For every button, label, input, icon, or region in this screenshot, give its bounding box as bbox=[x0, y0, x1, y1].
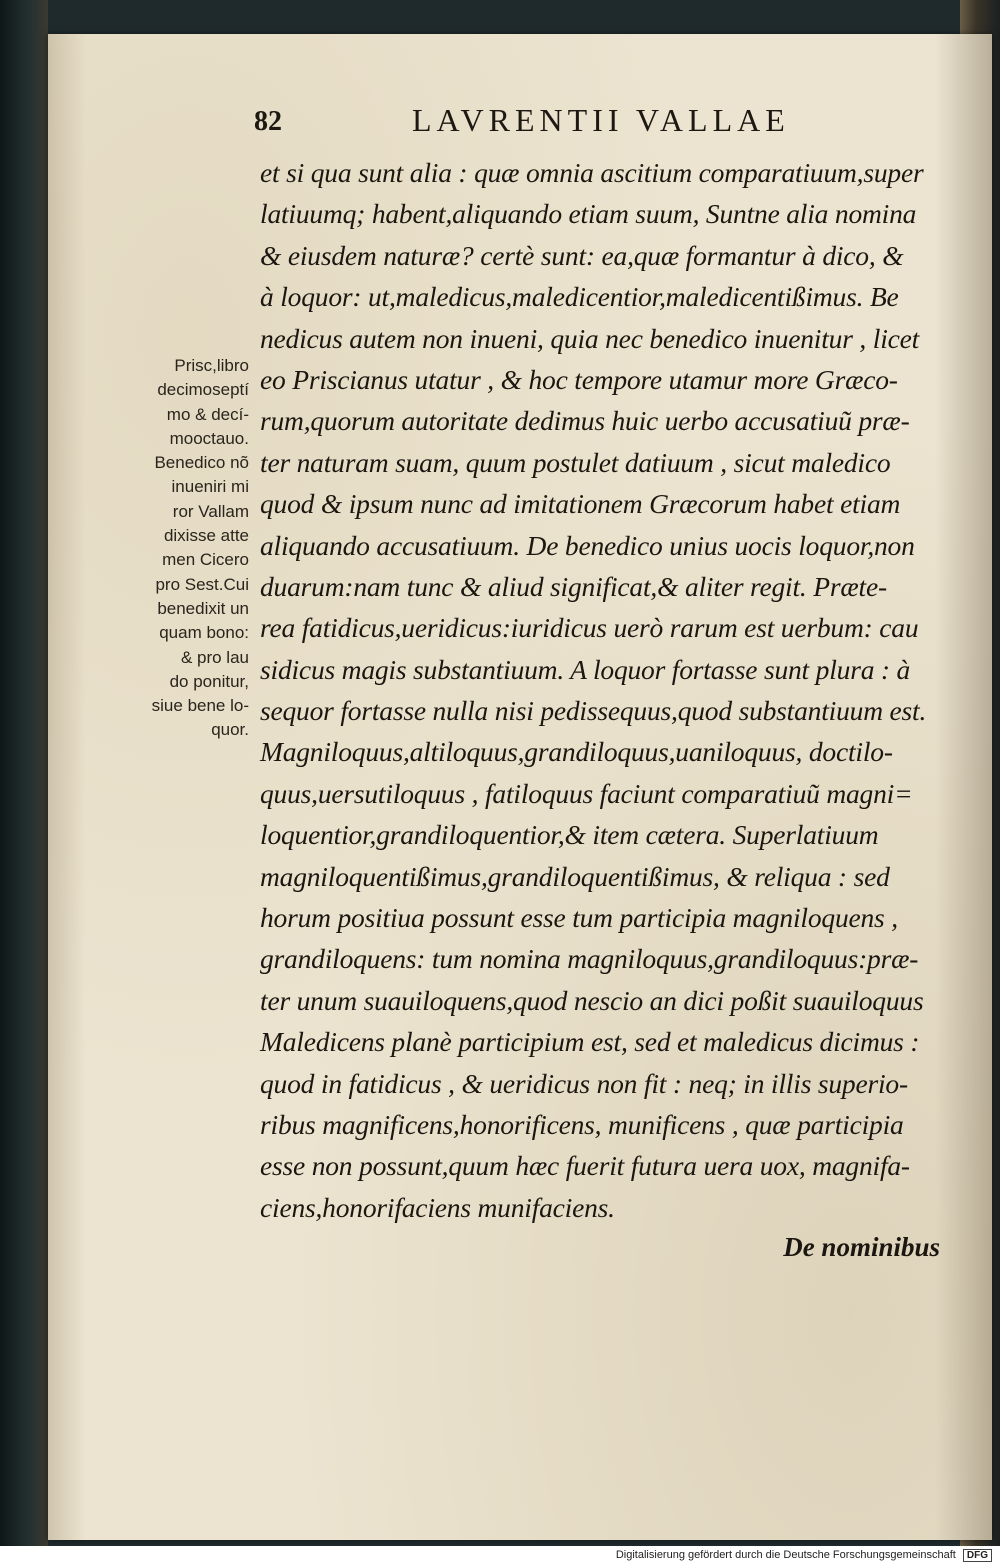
text-line: Maledicens planè participium est, sed et maledicus dicimus : bbox=[260, 1026, 920, 1058]
footer-credit bbox=[616, 1549, 992, 1562]
main-text-block bbox=[260, 152, 950, 1228]
margin-note-line: inueniri mi bbox=[171, 477, 249, 497]
margin-note-line: quor. bbox=[211, 720, 249, 740]
book-page bbox=[48, 34, 992, 1540]
text-line: horum positiua possunt esse tum participia magniloquens , bbox=[260, 902, 898, 934]
text-line: eo Priscianus utatur , & hoc tempore utamur more Græco- bbox=[260, 363, 898, 395]
margin-note-line: do ponitur, bbox=[169, 671, 249, 691]
catchword: De nominibus bbox=[783, 1232, 940, 1262]
dfg-logo: DFG bbox=[963, 1549, 992, 1562]
margin-note-line: dixisse atte bbox=[163, 526, 249, 546]
text-line: ter unum suauiloquens,quod nescio an dici poßit suauiloquus bbox=[260, 984, 924, 1016]
margin-note-line: men Cicero bbox=[162, 550, 249, 570]
margin-note-line: quam bono: bbox=[159, 623, 249, 643]
text-line: rum,quorum autoritate dedimus huic uerbo accusatiuũ præ- bbox=[260, 405, 910, 437]
running-head: LAVRENTII VALLAE bbox=[412, 102, 790, 138]
text-line: ter naturam suam, quum postulet datiuum , sicut maledico bbox=[260, 446, 891, 478]
margin-note-line: decimoseptí bbox=[157, 380, 249, 400]
margin-note-line: Prisc,libro bbox=[174, 356, 249, 375]
margin-note-line: pro Sest.Cui bbox=[155, 574, 249, 594]
margin-note bbox=[109, 354, 249, 743]
binding-left-edge bbox=[0, 0, 48, 1567]
text-line: grandiloquens: tum nomina magniloquus,grandiloquus:præ- bbox=[260, 943, 919, 975]
margin-note-line: mo & decí- bbox=[166, 404, 249, 424]
margin-note-line: ror Vallam bbox=[172, 501, 249, 521]
text-line: sidicus magis substantiuum. A loquor fortasse sunt plura : à bbox=[260, 653, 911, 685]
text-line: Magniloquus,altiloquus,grandiloquus,uaniloquus, doctilo- bbox=[260, 736, 893, 768]
text-line: à loquor: ut,maledicus,maledicentior,maledicentißimus. Be bbox=[260, 281, 899, 313]
text-line: ribus magnificens,honorificens, munificens , quæ participia bbox=[260, 1108, 904, 1140]
text-line: nedicus autem non inueni, quia nec benedico inuenitur , licet bbox=[260, 322, 920, 354]
footer-credit-text: Digitalisierung gefördert durch die Deutsche Forschungsgemeinschaft bbox=[615, 1549, 956, 1561]
text-line: duarum:nam tunc & aliud significat,& aliter regit. Præte- bbox=[260, 570, 887, 602]
text-line: quod & ipsum nunc ad imitationem Græcorum habet etiam bbox=[260, 488, 901, 520]
text-line: aliquando accusatiuum. De benedico unius uocis loquor,non bbox=[260, 529, 915, 561]
text-line: quod in fatidicus , & ueridicus non fit : neq; in illis superio- bbox=[260, 1067, 908, 1099]
page-number: 82 bbox=[254, 106, 282, 137]
text-line: latiuumq; habent,aliquando etiam suum, Suntne alia nomina bbox=[260, 198, 917, 230]
margin-note-line: siue bene lo- bbox=[151, 696, 249, 716]
text-line: & eiusdem naturæ? certè sunt: ea,quæ formantur à dico, & bbox=[260, 239, 904, 271]
margin-note-line: mooctauo. bbox=[169, 428, 249, 448]
text-line: rea fatidicus,ueridicus:iuridicus uerò rarum est uerbum: cau bbox=[260, 612, 919, 644]
text-line: magniloquentißimus,grandiloquentißimus, & reliqua : sed bbox=[260, 860, 890, 892]
text-line: et si qua sunt alia : quæ omnia ascitium comparatiuum,super bbox=[260, 157, 924, 188]
margin-note-line: benedixit un bbox=[157, 598, 249, 618]
text-line: loquentior,grandiloquentior,& item cætera. Superlatiuum bbox=[260, 819, 879, 851]
text-line: sequor fortasse nulla nisi pedissequus,quod substantiuum est. bbox=[260, 695, 927, 727]
text-line: quus,uersutiloquus , fatiloquus faciunt comparatiuũ magni= bbox=[260, 777, 913, 809]
text-line: ciens,honorifaciens munifaciens. bbox=[260, 1191, 615, 1223]
margin-note-line: Benedico nõ bbox=[154, 453, 249, 473]
margin-note-line: & pro lau bbox=[180, 647, 249, 667]
text-line: esse non possunt,quum hæc fuerit futura uera uox, magnifa- bbox=[260, 1150, 910, 1182]
